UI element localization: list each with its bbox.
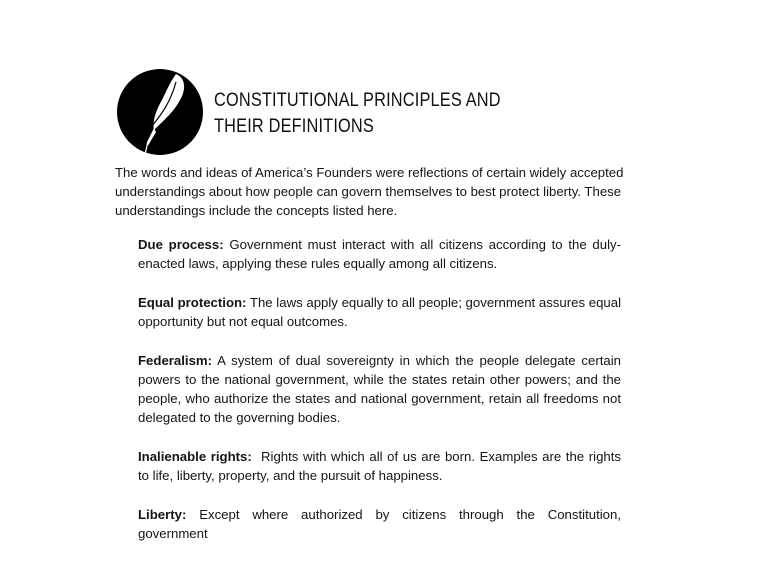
definition-equal-protection <box>138 293 621 331</box>
intro-paragraph: The words and ideas of America’s Founders were reflections of certain widely accepted understandings about how people can govern themselves to best protect liberty. These understandings include the concepts listed here. <box>115 165 624 218</box>
definition-term: Liberty: <box>138 507 187 522</box>
definition-due-process <box>138 235 621 273</box>
definitions-list <box>138 235 621 563</box>
definition-text: Government must interact with all citizens according to the duly-enacted laws, applying these rules equally among all citizens. <box>138 237 621 271</box>
quill-pen-icon <box>116 68 204 156</box>
page-title <box>214 88 575 140</box>
definition-inalienable-rights <box>138 447 621 485</box>
title-line-1: CONSTITUTIONAL PRINCIPLES AND <box>214 90 501 111</box>
title-line-2: THEIR DEFINITIONS <box>214 116 374 137</box>
definition-text: Except where authorized by citizens through the Constitution, government <box>138 507 621 541</box>
definition-term: Due process: <box>138 237 224 252</box>
definition-term: Inalienable rights: <box>138 449 252 464</box>
definition-text: The laws apply equally to all people; government assures equal opportunity but not equal outcomes. <box>138 295 621 329</box>
definition-term: Federalism: <box>138 353 213 368</box>
definition-federalism <box>138 351 621 427</box>
definition-text: Rights with which all of us are born. Examples are the rights to life, liberty, property, and the pursuit of happiness. <box>138 449 621 483</box>
definition-text: A system of dual sovereignty in which the people delegate certain powers to the national government, while the states retain other powers; and the people, who authorize the states and national government, retain all freedoms not delegated to the governing bodies. <box>138 353 622 425</box>
definition-liberty <box>138 505 621 543</box>
definition-term: Equal protection: <box>138 295 247 310</box>
